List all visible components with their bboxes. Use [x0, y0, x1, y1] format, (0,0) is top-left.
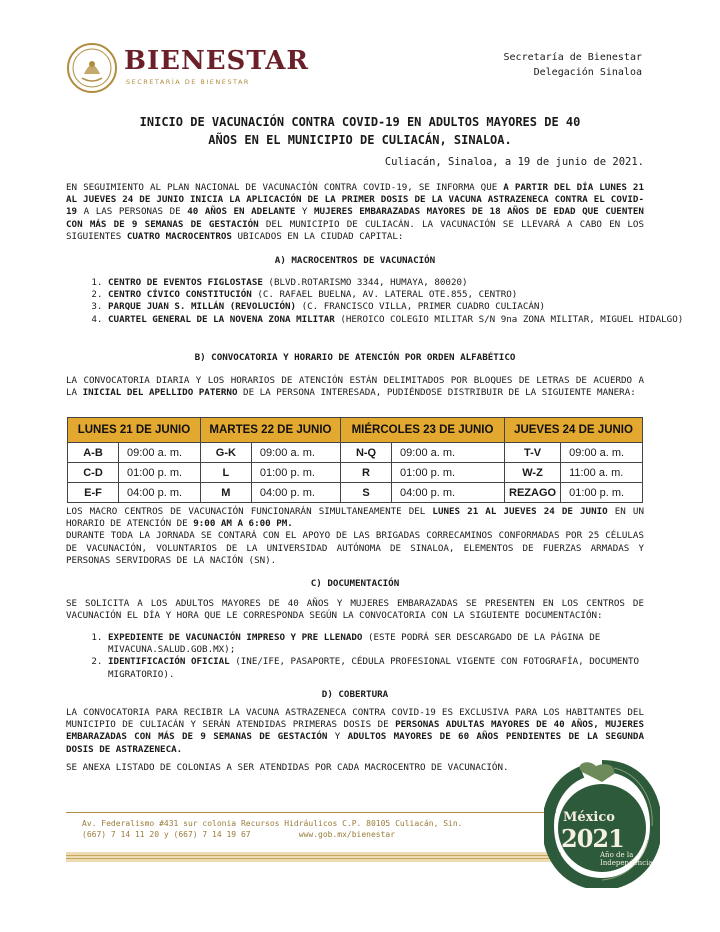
letter-block: REZAGO: [505, 483, 561, 503]
national-seal-icon: [66, 42, 118, 94]
day-header: JUEVES 24 DE JUNIO: [505, 418, 643, 443]
macrocenter-name: CENTRO CÍVICO CONSTITUCIÓN: [108, 289, 252, 301]
section-b-text: DE LA PERSONA INTERESADA, PUDIÉNDOSE DISTRIBUIR DE LA SIGUIENTE MANERA:: [237, 387, 636, 399]
time-slot: 09:00 a. m.: [561, 443, 643, 463]
time-slot: 04:00 p. m.: [392, 483, 505, 503]
letter-block: G-K: [200, 443, 251, 463]
macrocenter-name: CUARTEL GENERAL DE LA NOVENA ZONA MILITAR: [108, 313, 335, 325]
list-item: [108, 301, 686, 313]
intro-text: UBICADOS EN LA CIUDAD CAPITAL:: [231, 230, 404, 242]
emblem-label-country: México: [563, 810, 615, 825]
letter-block: L: [200, 463, 251, 483]
org-line-1: Secretaría de Bienestar: [503, 52, 642, 63]
time-slot: 04:00 p. m.: [251, 483, 340, 503]
notes-bold: LUNES 21 AL JUEVES 24 DE JUNIO: [432, 506, 608, 517]
section-c-heading: C) DOCUMENTACIÓN: [310, 578, 400, 589]
macrocenter-list: [66, 277, 686, 326]
document-detail: (ESTE PODRÁ SER DESCARGADO DE LA PÁGINA DE MIVACUNA.SALUD.GOB.MX);: [108, 632, 601, 656]
letter-block: M: [200, 483, 251, 503]
letter-block: T-V: [505, 443, 561, 463]
brand-name: BIENESTAR: [124, 46, 310, 76]
coverage-text: LA CONVOCATORIA PARA RECIBIR LA VACUNA ASTRAZENECA CONTRA COVID-19 ES EXCLUSIVA PARA LOS HABITANTES DEL MUNICIPIO DE CULIACÁN Y SERÁN ATENDIDAS PRIMERAS DOSIS DE: [66, 707, 644, 731]
letterhead: [66, 42, 666, 102]
list-item: [108, 277, 686, 289]
brand-subtitle: SECRETARÍA DE BIENESTAR: [126, 78, 250, 86]
time-slot: 01:00 p. m.: [561, 483, 643, 503]
document-detail: (INE/IFE, PASAPORTE, CÉDULA PROFESIONAL VIGENTE CON FOTOGRAFÍA, DOCUMENTO MIGRATORIO).: [108, 656, 640, 680]
time-slot: 09:00 a. m.: [392, 443, 505, 463]
organization-block: [504, 50, 642, 80]
footer-address: [82, 818, 463, 840]
intro-bold: 40 AÑOS EN ADELANTE: [187, 206, 296, 218]
day-header: MIÉRCOLES 23 DE JUNIO: [341, 418, 505, 443]
macrocenter-address: (HEROICO COLEGIO MILITAR S/N 9na ZONA MILITAR, MIGUEL HIDALGO): [334, 313, 684, 325]
macrocenter-name: PARQUE JUAN S. MILLÁN (REVOLUCIÓN): [108, 301, 297, 313]
schedule-notes-paragraph: [66, 506, 644, 567]
table-row: [68, 443, 643, 463]
emblem-label-subtitle: Año de la Independencia: [600, 851, 653, 867]
emblem-label-year: 2021: [561, 824, 624, 853]
day-header: MARTES 22 DE JUNIO: [200, 418, 340, 443]
list-item: [108, 314, 686, 326]
section-b-bold: INICIAL DEL APELLIDO PATERNO: [82, 387, 238, 399]
macrocenter-address: (BLVD.ROTARISMO 3344, HUMAYA, 80020): [262, 277, 468, 288]
footer-divider: [66, 812, 556, 813]
macrocenter-address: (C. FRANCISCO VILLA, PRIMER CUADRO CULIACÁN): [296, 301, 545, 313]
table-row: [68, 483, 643, 503]
section-d-paragraph: [66, 707, 644, 756]
notes-bold: 9:00 AM A 6:00 PM.: [193, 518, 293, 530]
letter-block: N-Q: [341, 443, 392, 463]
notes-text: DURANTE TODA LA JORNADA SE CONTARÁ CON EL APOYO DE LAS BRIGADAS CORRECAMINOS CONFORMADAS POR 25 CÉLULAS DE VACUNACIÓN, VOLUNTARIOS DE LA UNIVERSIDAD AUTÓNOMA DE SINALOA, ELEMENTOS DE FUERZAS ARMADAS Y PERSONAS SERVIDORAS DE LA NACIÓN (SN).: [66, 530, 644, 566]
section-b-heading: B) CONVOCATORIA Y HORARIO DE ATENCIÓN POR ORDEN ALFABÉTICO: [194, 352, 516, 363]
letter-block: S: [341, 483, 392, 503]
coverage-text: Y: [327, 731, 348, 743]
table-row: [68, 463, 643, 483]
notes-text: LOS MACRO CENTROS DE VACUNACIÓN FUNCIONARÁN SIMULTANEAMENTE DEL: [66, 506, 433, 517]
time-slot: 11:00 a. m.: [561, 463, 643, 483]
intro-text: EN SEGUIMIENTO AL PLAN NACIONAL DE VACUNACIÓN CONTRA COVID-19, SE INFORMA QUE: [66, 182, 504, 193]
letter-block: C-D: [68, 463, 119, 483]
letter-block: A-B: [68, 443, 119, 463]
section-a-heading: A) MACROCENTROS DE VACUNACIÓN: [274, 255, 436, 266]
time-slot: 09:00 a. m.: [251, 443, 340, 463]
annex-note: SE ANEXA LISTADO DE COLONIAS A SER ATENDIDAS POR CADA MACROCENTRO DE VACUNACIÓN.: [66, 762, 509, 773]
intro-text: DEL MUNICIPIO DE CULIACÁN. LA VACUNACIÓN SE LLEVARÁ A CABO EN LOS SIGUIENTES: [66, 218, 644, 242]
intro-text: Y: [295, 206, 315, 218]
document-name: EXPEDIENTE DE VACUNACIÓN IMPRESO Y PRE LLENADO: [108, 632, 363, 643]
section-b-text: LA CONVOCATORIA DIARIA Y LOS HORARIOS DE ATENCIÓN ESTÁN DELIMITADOS POR BLOQUES DE LETRAS DE ACUERDO A LA: [66, 375, 644, 399]
document-title: [110, 113, 610, 149]
list-item: [108, 632, 686, 656]
time-slot: 01:00 p. m.: [119, 463, 201, 483]
day-header: LUNES 21 DE JUNIO: [68, 418, 201, 443]
document-date: Culiacán, Sinaloa, a 19 de junio de 2021.: [384, 156, 644, 168]
title-line-1: INICIO DE VACUNACIÓN CONTRA COVID-19 EN ADULTOS MAYORES DE 40: [139, 115, 581, 129]
intro-bold: CUATRO MACROCENTROS: [126, 230, 232, 242]
coverage-bold: PERSONAS ADULTAS MAYORES DE 40 AÑOS, MUJERES EMBARAZADAS CON MÁS DE 9 SEMANAS DE GESTACIÓN: [66, 719, 644, 743]
footer-line-2: (667) 7 14 11 20 y (667) 7 14 19 67 www.gob.mx/bienestar: [82, 830, 396, 839]
time-slot: 01:00 p. m.: [251, 463, 340, 483]
section-c-paragraph: SE SOLICITA A LOS ADULTOS MAYORES DE 40 AÑOS Y MUJERES EMBARAZADAS SE PRESENTEN EN LOS CENTROS DE VACUNACIÓN EL DÍA Y HORA QUE LE CORRESPONDA SEGÚN LA CONVOCATORIA CON LA SIGUIENTE DOCUMENTACIÓN:: [66, 598, 644, 622]
macrocenter-address: (C. RAFAEL BUELNA, AV. LATERAL OTE.855, CENTRO): [251, 289, 518, 301]
list-item: [108, 289, 686, 301]
title-line-2: AÑOS EN EL MUNICIPIO DE CULIACÁN, SINALOA.: [208, 133, 512, 147]
time-slot: 09:00 a. m.: [119, 443, 201, 463]
section-d-heading: D) COBERTURA: [321, 689, 389, 700]
coverage-bold: ADULTOS MAYORES DE 60 AÑOS PENDIENTES DE LA SEGUNDA DOSIS DE ASTRAZENECA.: [66, 731, 644, 755]
macrocenter-name: CENTRO DE EVENTOS FIGLOSTASE: [108, 277, 263, 288]
letter-block: E-F: [68, 483, 119, 503]
section-b-paragraph: [66, 375, 644, 399]
time-slot: 01:00 p. m.: [392, 463, 505, 483]
intro-bold: A PARTIR DEL DÍA LUNES 21 AL JUEVES 24 DE JUNIO INICIA LA APLICACIÓN DE LA PRIMER DOSIS DE LA VACUNA ASTRAZENECA CONTRA EL COVID-19: [66, 182, 644, 218]
table-header-row: [68, 418, 643, 443]
intro-bold: MUJERES EMBARAZADAS MAYORES DE 18 AÑOS DE EDAD QUE CUENTEN CON MÁS DE 9 SEMANAS DE GESTACIÓN: [66, 206, 644, 230]
letter-block: W-Z: [505, 463, 561, 483]
footer-line-1: Av. Federalismo #431 sur colonia Recursos Hidráulicos C.P. 80105 Culiacán, Sin.: [82, 819, 463, 828]
list-item: [108, 656, 686, 680]
decorative-band: [66, 852, 561, 862]
schedule-table: [67, 417, 643, 503]
document-name: IDENTIFICACIÓN OFICIAL: [108, 656, 230, 668]
documentation-list: [66, 632, 686, 681]
org-line-2: Delegación Sinaloa: [533, 67, 642, 78]
intro-paragraph: [66, 182, 644, 243]
letter-block: R: [341, 463, 392, 483]
time-slot: 04:00 p. m.: [119, 483, 201, 503]
intro-text: A LAS PERSONAS DE: [77, 206, 188, 218]
notes-text: EN UN HORARIO DE ATENCIÓN DE: [66, 506, 644, 530]
